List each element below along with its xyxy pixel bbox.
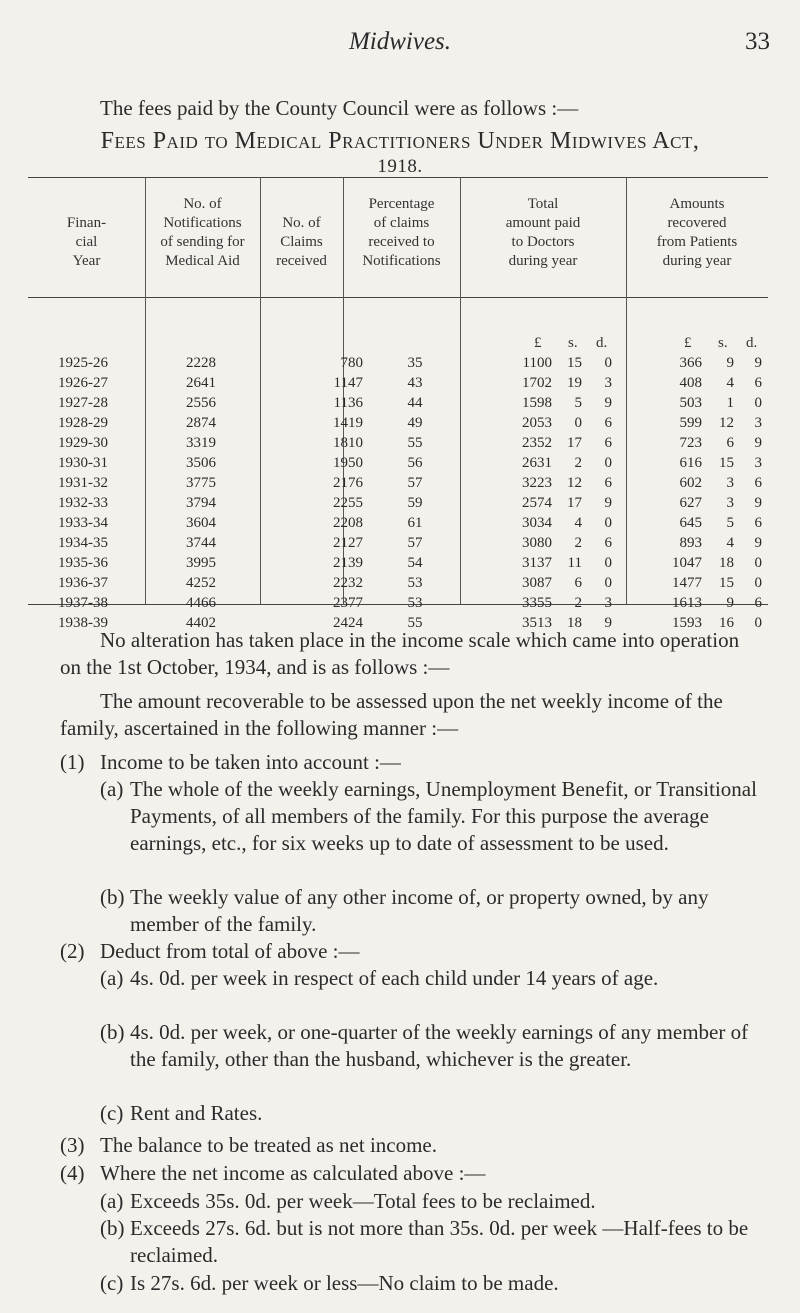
cell-year: 1937-38 xyxy=(58,595,108,611)
list-item: Is 27s. 6d. per week or less—No claim to be made. xyxy=(130,1271,559,1295)
cell-percentage: 57 xyxy=(407,535,423,551)
list-letter: (b) xyxy=(100,885,125,909)
cell-recovered-pounds: 1593 xyxy=(672,615,702,631)
list-number: (4) xyxy=(60,1161,85,1185)
cell-recovered-pence: 6 xyxy=(754,475,762,491)
list-letter: (b) xyxy=(100,1020,125,1044)
table-row xyxy=(28,435,768,455)
cell-total-pounds: 2053 xyxy=(522,415,552,431)
cell-percentage: 59 xyxy=(407,495,423,511)
cell-total-pounds: 2631 xyxy=(522,455,552,471)
cell-year: 1938-39 xyxy=(58,615,108,631)
header-amounts-recovered: Amounts recovered from Patients during year xyxy=(656,196,738,269)
cell-year: 1927-28 xyxy=(58,395,108,411)
cell-total-pounds: 3513 xyxy=(522,615,552,631)
table-row xyxy=(28,535,768,555)
cell-year: 1935-36 xyxy=(58,555,108,571)
list-letter: (c) xyxy=(100,1271,124,1295)
cell-claims: 2255 xyxy=(333,495,363,511)
table-row xyxy=(28,375,768,395)
cell-total-pounds: 2352 xyxy=(522,435,552,451)
cell-recovered-shillings: 15 xyxy=(719,455,734,471)
table-row xyxy=(28,595,768,615)
cell-total-pence: 6 xyxy=(604,475,612,491)
cell-total-pounds: 1598 xyxy=(522,395,552,411)
cell-total-pence: 9 xyxy=(604,495,612,511)
cell-percentage: 57 xyxy=(407,475,423,491)
page-number: 33 xyxy=(745,28,770,55)
cell-total-shillings: 11 xyxy=(567,555,582,571)
unit-pence: d. xyxy=(596,335,608,351)
cell-recovered-shillings: 3 xyxy=(726,495,734,511)
cell-percentage: 53 xyxy=(407,595,423,611)
cell-year: 1926-27 xyxy=(58,375,108,391)
table-rule-top xyxy=(28,177,768,178)
table-title-text: Fees Paid to Medical Practitioners Under Midwives Act, xyxy=(100,128,700,154)
cell-year: 1934-35 xyxy=(58,535,108,551)
cell-recovered-pounds: 1613 xyxy=(672,595,702,611)
cell-notifications: 3775 xyxy=(186,475,216,491)
list-item: The whole of the weekly earnings, Unemployment Benefit, or Transitional Payments, of all members of the family. For this purpose the average earnings, etc., for six weeks up to date of assessment to be used. xyxy=(130,777,757,855)
table-row xyxy=(28,555,768,575)
cell-total-shillings: 2 xyxy=(574,455,582,471)
cell-percentage: 44 xyxy=(407,395,423,411)
list-letter: (c) xyxy=(100,1101,124,1125)
table-row xyxy=(28,575,768,595)
unit-pound: £ xyxy=(684,335,692,351)
cell-total-pounds: 3137 xyxy=(522,555,552,571)
cell-percentage: 55 xyxy=(407,435,423,451)
table-row xyxy=(28,355,768,375)
cell-total-shillings: 19 xyxy=(567,375,582,391)
list-letter: (b) xyxy=(100,1216,125,1240)
cell-recovered-pence: 0 xyxy=(754,615,762,631)
list-number: (3) xyxy=(60,1133,85,1157)
cell-total-shillings: 5 xyxy=(574,395,582,411)
list-letter: (a) xyxy=(100,777,124,801)
cell-recovered-pence: 3 xyxy=(754,455,762,471)
cell-total-pounds: 3080 xyxy=(522,535,552,551)
cell-year: 1933-34 xyxy=(58,515,108,531)
cell-percentage: 55 xyxy=(407,615,423,631)
cell-total-pounds: 2574 xyxy=(522,495,552,511)
cell-recovered-pence: 9 xyxy=(754,435,762,451)
cell-notifications: 3744 xyxy=(186,535,216,551)
cell-recovered-pounds: 893 xyxy=(679,535,702,551)
list-item: 4s. 0d. per week, or one-quarter of the weekly earnings of any member of the family, other than the husband, whichever is the greater. xyxy=(130,1020,749,1071)
cell-recovered-shillings: 9 xyxy=(726,595,734,611)
cell-recovered-pence: 6 xyxy=(754,515,762,531)
cell-year: 1929-30 xyxy=(58,435,108,451)
list-item: 4s. 0d. per week in respect of each child under 14 years of age. xyxy=(130,966,659,990)
cell-total-pounds: 3355 xyxy=(522,595,552,611)
cell-claims: 1147 xyxy=(333,375,363,391)
list-item: Rent and Rates. xyxy=(130,1101,263,1125)
running-title: Midwives. xyxy=(348,28,452,55)
intro-text: The fees paid by the County Council were as follows :— xyxy=(100,96,579,120)
cell-recovered-pounds: 408 xyxy=(679,375,702,391)
cell-notifications: 2874 xyxy=(186,415,216,431)
cell-recovered-shillings: 5 xyxy=(726,515,734,531)
cell-notifications: 3794 xyxy=(186,495,216,511)
cell-total-pounds: 3034 xyxy=(522,515,552,531)
cell-year: 1932-33 xyxy=(58,495,108,511)
cell-claims: 2127 xyxy=(333,535,363,551)
cell-claims: 2176 xyxy=(333,475,363,491)
cell-recovered-pence: 6 xyxy=(754,375,762,391)
cell-total-shillings: 15 xyxy=(567,355,582,371)
cell-total-pence: 9 xyxy=(604,395,612,411)
cell-percentage: 53 xyxy=(407,575,423,591)
table-row xyxy=(28,515,768,535)
list-item: The balance to be treated as net income. xyxy=(100,1133,438,1157)
cell-total-pence: 6 xyxy=(604,535,612,551)
cell-recovered-shillings: 6 xyxy=(726,435,734,451)
table-row xyxy=(28,395,768,415)
cell-total-pounds: 3223 xyxy=(522,475,552,491)
cell-claims: 2232 xyxy=(333,575,363,591)
cell-recovered-pounds: 366 xyxy=(679,355,702,371)
cell-total-pence: 9 xyxy=(604,615,612,631)
cell-claims: 2208 xyxy=(333,515,363,531)
cell-total-pence: 6 xyxy=(604,435,612,451)
cell-total-shillings: 0 xyxy=(574,415,582,431)
cell-recovered-shillings: 18 xyxy=(719,555,734,571)
cell-total-pence: 0 xyxy=(604,515,612,531)
cell-total-shillings: 18 xyxy=(567,615,582,631)
cell-total-shillings: 17 xyxy=(567,495,582,511)
table-title-year: 1918. xyxy=(377,156,423,177)
cell-notifications: 3995 xyxy=(186,555,216,571)
cell-recovered-pounds: 599 xyxy=(679,415,702,431)
cell-recovered-pence: 0 xyxy=(754,395,762,411)
unit-pence: d. xyxy=(746,335,758,351)
header-notifications: No. of Notifications of sending for Medical Aid xyxy=(160,196,245,269)
cell-recovered-pence: 6 xyxy=(754,595,762,611)
cell-recovered-shillings: 16 xyxy=(719,615,734,631)
cell-total-pence: 0 xyxy=(604,575,612,591)
cell-year: 1936-37 xyxy=(58,575,108,591)
cell-notifications: 2641 xyxy=(186,375,216,391)
cell-notifications: 2556 xyxy=(186,395,216,411)
cell-percentage: 56 xyxy=(407,455,423,471)
cell-total-shillings: 12 xyxy=(567,475,582,491)
paragraph-amount-recoverable: The amount recoverable to be assessed upon the net weekly income of the family, ascertained in the following manner :— xyxy=(60,689,723,740)
table-row xyxy=(28,475,768,495)
cell-year: 1925-26 xyxy=(58,355,108,371)
cell-notifications: 3604 xyxy=(186,515,216,531)
cell-year: 1931-32 xyxy=(58,475,108,491)
list-letter: (a) xyxy=(100,966,124,990)
cell-recovered-pounds: 616 xyxy=(679,455,702,471)
cell-recovered-shillings: 12 xyxy=(719,415,734,431)
list-number: (1) xyxy=(60,750,85,774)
cell-notifications: 3506 xyxy=(186,455,216,471)
cell-total-pounds: 1100 xyxy=(522,355,552,371)
table-rule-header xyxy=(28,297,768,298)
unit-shilling: s. xyxy=(718,335,728,351)
unit-shilling: s. xyxy=(568,335,578,351)
table-title xyxy=(0,128,800,180)
cell-recovered-shillings: 3 xyxy=(726,475,734,491)
table-row xyxy=(28,495,768,515)
cell-recovered-pounds: 723 xyxy=(679,435,702,451)
cell-claims: 2377 xyxy=(333,595,363,611)
table-body xyxy=(28,355,768,635)
cell-recovered-pence: 0 xyxy=(754,555,762,571)
header-claims: No. of Claims received xyxy=(276,215,327,269)
cell-claims: 1810 xyxy=(333,435,363,451)
page-header xyxy=(0,28,800,68)
cell-notifications: 2228 xyxy=(186,355,216,371)
list-item: Deduct from total of above :— xyxy=(100,939,360,963)
list-letter: (a) xyxy=(100,1189,124,1213)
cell-recovered-shillings: 1 xyxy=(726,395,734,411)
cell-recovered-shillings: 4 xyxy=(726,535,734,551)
list-number: (2) xyxy=(60,939,85,963)
cell-year: 1928-29 xyxy=(58,415,108,431)
cell-claims: 1950 xyxy=(333,455,363,471)
cell-claims: 2424 xyxy=(333,615,363,631)
cell-total-shillings: 17 xyxy=(567,435,582,451)
cell-total-pence: 6 xyxy=(604,415,612,431)
list-item: Income to be taken into account :— xyxy=(100,750,401,774)
cell-percentage: 35 xyxy=(407,355,423,371)
cell-total-shillings: 6 xyxy=(574,575,582,591)
header-year: Finan- cial Year xyxy=(66,215,107,269)
cell-recovered-pounds: 1477 xyxy=(672,575,702,591)
cell-total-pence: 3 xyxy=(604,595,612,611)
header-percentage: Percentage of claims received to Notifications xyxy=(362,196,441,269)
cell-recovered-pence: 9 xyxy=(754,355,762,371)
list-item: Exceeds 35s. 0d. per week—Total fees to be reclaimed. xyxy=(130,1189,596,1213)
cell-recovered-shillings: 15 xyxy=(719,575,734,591)
cell-recovered-pence: 0 xyxy=(754,575,762,591)
table-row xyxy=(28,415,768,435)
cell-total-pence: 0 xyxy=(604,555,612,571)
cell-claims: 1136 xyxy=(333,395,363,411)
cell-recovered-pounds: 503 xyxy=(679,395,702,411)
cell-recovered-pounds: 1047 xyxy=(672,555,702,571)
cell-recovered-pence: 3 xyxy=(754,415,762,431)
cell-total-pence: 0 xyxy=(604,455,612,471)
paragraph-income-scale: No alteration has taken place in the income scale which came into operation on the 1st October, 1934, and is as follows :— xyxy=(60,628,740,679)
cell-total-pence: 3 xyxy=(604,375,612,391)
unit-pound: £ xyxy=(534,335,542,351)
cell-percentage: 43 xyxy=(407,375,423,391)
list-item: Exceeds 27s. 6d. but is not more than 35s. 0d. per week —Half-fees to be reclaimed. xyxy=(130,1216,749,1267)
cell-recovered-pounds: 602 xyxy=(679,475,702,491)
table-row xyxy=(28,455,768,475)
cell-notifications: 4402 xyxy=(186,615,216,631)
cell-claims: 1419 xyxy=(333,415,363,431)
cell-recovered-shillings: 9 xyxy=(726,355,734,371)
cell-total-shillings: 4 xyxy=(574,515,582,531)
cell-notifications: 4466 xyxy=(186,595,216,611)
cell-recovered-pence: 9 xyxy=(754,495,762,511)
cell-claims: 2139 xyxy=(333,555,363,571)
cell-total-pence: 0 xyxy=(604,355,612,371)
cell-recovered-pence: 9 xyxy=(754,535,762,551)
cell-claims: 780 xyxy=(340,355,363,371)
cell-year: 1930-31 xyxy=(58,455,108,471)
cell-total-pounds: 1702 xyxy=(522,375,552,391)
cell-percentage: 54 xyxy=(407,555,423,571)
fees-table xyxy=(28,177,768,631)
cell-recovered-pounds: 645 xyxy=(679,515,702,531)
cell-notifications: 3319 xyxy=(186,435,216,451)
list-item: Where the net income as calculated above :— xyxy=(100,1161,486,1185)
cell-total-shillings: 2 xyxy=(574,535,582,551)
list-item: The weekly value of any other income of, or property owned, by any member of the family. xyxy=(130,885,709,936)
cell-recovered-shillings: 4 xyxy=(726,375,734,391)
cell-total-pounds: 3087 xyxy=(522,575,552,591)
cell-recovered-pounds: 627 xyxy=(679,495,702,511)
cell-total-shillings: 2 xyxy=(574,595,582,611)
cell-percentage: 49 xyxy=(407,415,423,431)
cell-percentage: 61 xyxy=(407,515,423,531)
header-total-paid: Total amount paid to Doctors during year xyxy=(505,196,581,269)
cell-notifications: 4252 xyxy=(186,575,216,591)
